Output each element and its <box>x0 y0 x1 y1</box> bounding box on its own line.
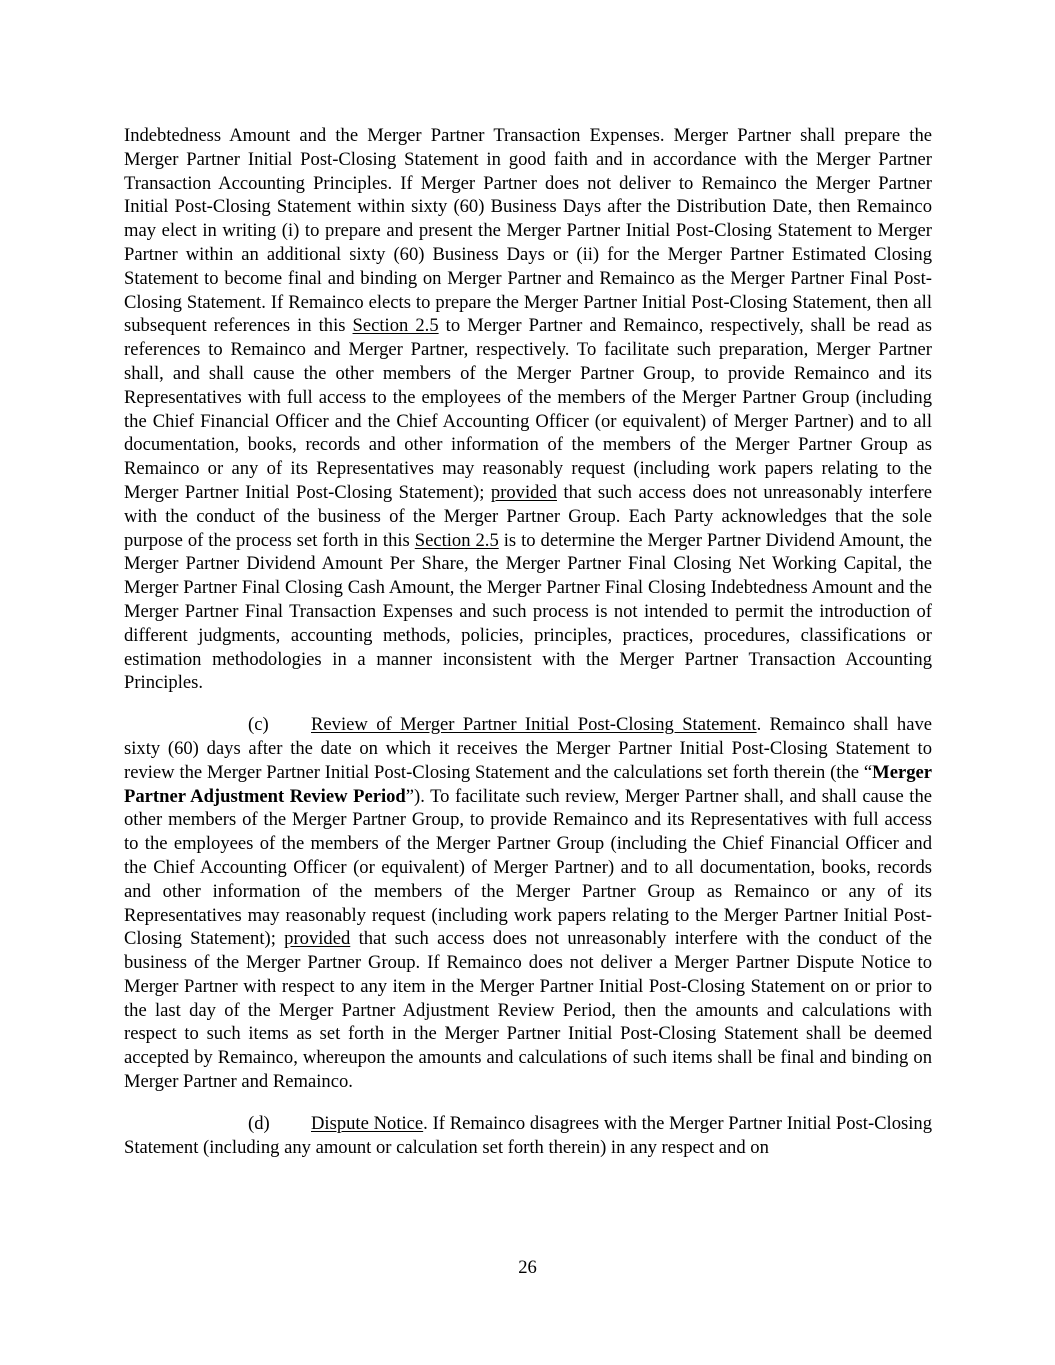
page-number: 26 <box>518 1257 537 1278</box>
paragraph-label: (c) <box>248 714 269 736</box>
paragraph-text: that such access does not unreasonably interfere with the conduct of the business of the Merger Partner Group. Each Party acknowledges that the sole purpose of the process set forth in this <box>124 481 932 551</box>
paragraph-text: . If Remainco disagrees with the Merger Partner Initial Post-Closing Statement (including any amount or calculation set forth therein) in any respect and on <box>124 1112 932 1158</box>
provided-term: provided <box>284 928 351 950</box>
paragraph-label: (d) <box>248 1112 270 1134</box>
paragraph-heading: Dispute Notice <box>311 1112 424 1134</box>
paragraph-text: Indebtedness Amount and the Merger Partner Transaction Expenses. Merger Partner shall prepare the Merger Partner Initial Post-Closing Statement in good faith and in accordance with the Merger Partner Transaction Accounting Principles. If Merger Partner does not deliver to Remainco the Merger Partner Initial Post-Closing Statement within sixty (60) Business Days after the Distribution Date, then Remainco may elect in writing (i) to prepare and present the Merger Partner Initial Post-Closing Statement to Merger Partner within an additional sixty (60) Business Days or (ii) for the Merger Partner Estimated Closing Statement to become final and binding on Merger Partner and Remainco as the Merger Partner Final Post-Closing Statement. If Remainco elects to prepare the Merger Partner Initial Post-Closing Statement, then all subsequent references in this <box>124 125 932 337</box>
section-reference: Section 2.5 <box>414 529 499 551</box>
defined-term: Merger Partner Adjustment Review Period <box>124 761 932 807</box>
paragraph-heading: Review of Merger Partner Initial Post-Closing Statement <box>311 714 757 736</box>
document-body <box>124 124 932 1177</box>
paragraph-b-continuation <box>124 124 932 695</box>
paragraph-text: to Merger Partner and Remainco, respectively, shall be read as references to Remainco and Merger Partner, respectively. To facilitate such preparation, Merger Partner shall, and shall cause the other members of the Merger Partner Group, to provide Remainco and its Representatives with full access to the employees of the members of the Merger Partner Group (including the Chief Financial Officer and the Chief Accounting Officer (or equivalent) of Merger Partner) and to all documentation, books, records and other information of the members of the Merger Partner Group as Remainco or any of its Representatives may reasonably request (including work papers relating to the Merger Partner Initial Post-Closing Statement); <box>124 315 932 503</box>
paragraph-text: that such access does not unreasonably interfere with the conduct of the business of the Merger Partner Group. If Remainco does not deliver a Merger Partner Dispute Notice to Merger Partner with respect to any item in the Merger Partner Initial Post-Closing Statement on or prior to the last day of the Merger Partner Adjustment Review Period, then the amounts and calculations with respect to such items as set forth in the Merger Partner Initial Post-Closing Statement shall be deemed accepted by Remainco, whereupon the amounts and calculations of such items shall be final and binding on Merger Partner and Remainco. <box>124 928 932 1093</box>
paragraph-text: is to determine the Merger Partner Dividend Amount, the Merger Partner Dividend Amount Per Share, the Merger Partner Final Closing Net Working Capital, the Merger Partner Final Closing Cash Amount, the Merger Partner Final Closing Indebtedness Amount and the Merger Partner Final Transaction Expenses and such process is not intended to permit the introduction of different judgments, accounting methods, policies, principles, practices, procedures, classifications or estimation methodologies in a manner inconsistent with the Merger Partner Transaction Accounting Principles. <box>124 529 932 694</box>
provided-term: provided <box>490 481 557 503</box>
paragraph-text: . Remainco shall have sixty (60) days after the date on which it receives the Merger Partner Initial Post-Closing Statement to review the Merger Partner Initial Post-Closing Statement and the calculations set forth therein (the “ <box>124 714 933 783</box>
paragraph-text: ”). To facilitate such review, Merger Partner shall, and shall cause the other members of the Merger Partner Group, to provide Remainco and its Representatives with full access to the employees of the members of the Merger Partner Group (including the Chief Financial Officer and the Chief Accounting Officer (or equivalent) of Merger Partner) and to all documentation, books, records and other information of the members of the Merger Partner Group as Remainco or any of its Representatives may reasonably request (including work papers relating to the Merger Partner Initial Post-Closing Statement); <box>124 785 932 950</box>
paragraph-c <box>124 713 932 1094</box>
section-reference: Section 2.5 <box>352 315 439 337</box>
paragraph-d <box>124 1112 932 1160</box>
